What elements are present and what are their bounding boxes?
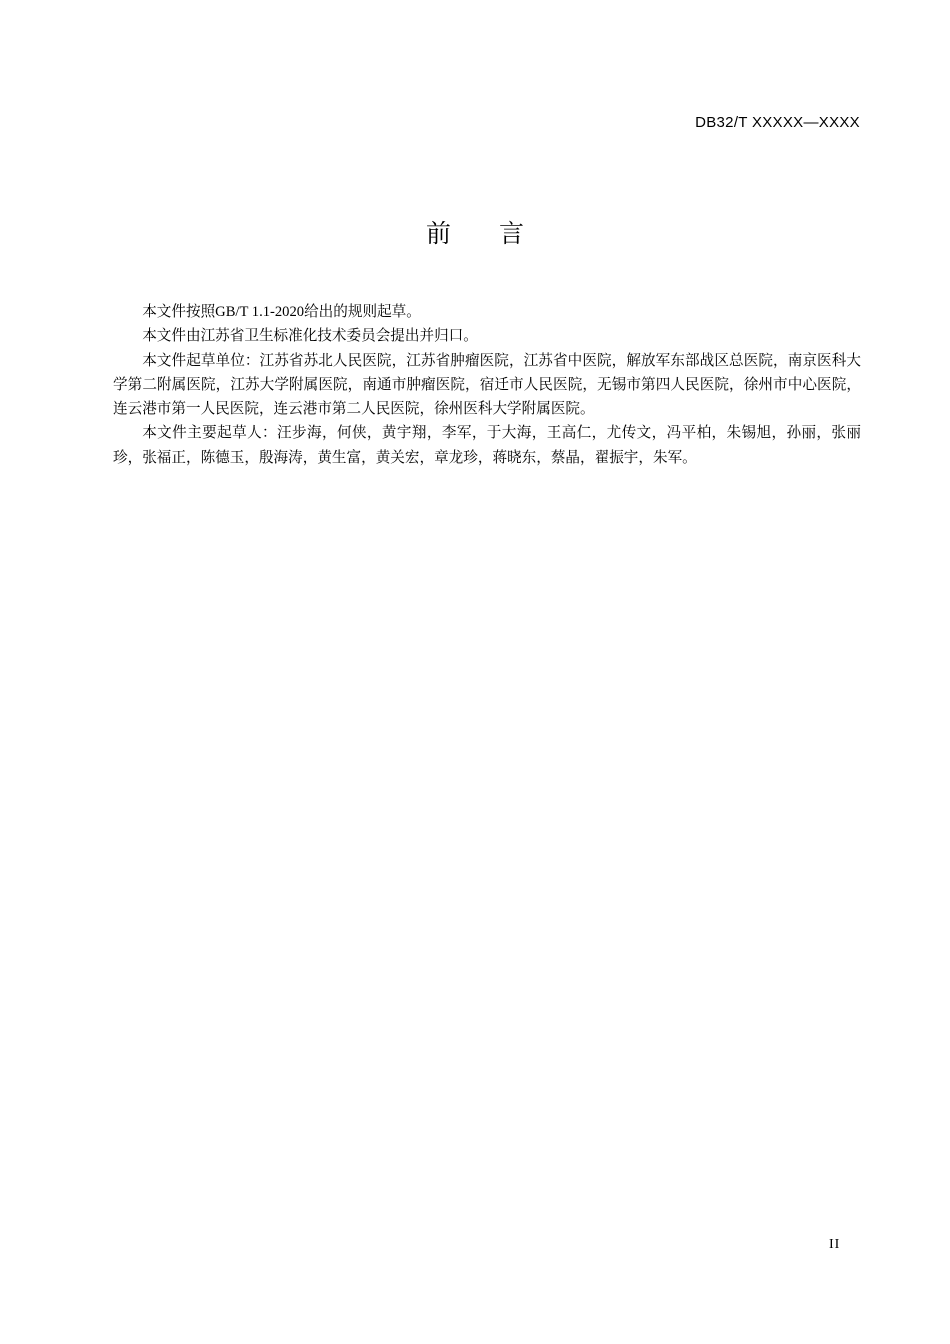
paragraph-drafting-rules: 本文件按照GB/T 1.1-2020给出的规则起草。 bbox=[142, 304, 421, 320]
page-title bbox=[0, 214, 950, 250]
paragraph-drafters: 本文件主要起草人：汪步海，何侠，黄宇翔，李军，于大海，王高仁，尤传文，冯平柏，朱锡旭，孙丽，张丽珍，张福正，陈德玉，殷海涛，黄生富，黄关宏，章龙珍，蒋晓东，蔡晶，翟振宇，朱军。 bbox=[113, 425, 861, 466]
title-char: 前 bbox=[425, 220, 451, 248]
document-code: DB32/T XXXXX—XXXX bbox=[695, 114, 860, 131]
page-number: II bbox=[829, 1237, 841, 1252]
title-char: 言 bbox=[499, 220, 525, 248]
paragraph-proposer: 本文件由江苏省卫生标准化技术委员会提出并归口。 bbox=[142, 328, 478, 345]
foreword-body bbox=[113, 300, 861, 470]
paragraph-drafting-units: 本文件起草单位：江苏省苏北人民医院，江苏省肿瘤医院，江苏省中医院，解放军东部战区总医院，南京医科大学第二附属医院，江苏大学附属医院，南通市肿瘤医院，宿迁市人民医院，无锡市第四人民医院，徐州市中心医院，连云港市第一人民医院，连云港市第二人民医院，徐州医科大学附属医院。 bbox=[113, 352, 861, 418]
